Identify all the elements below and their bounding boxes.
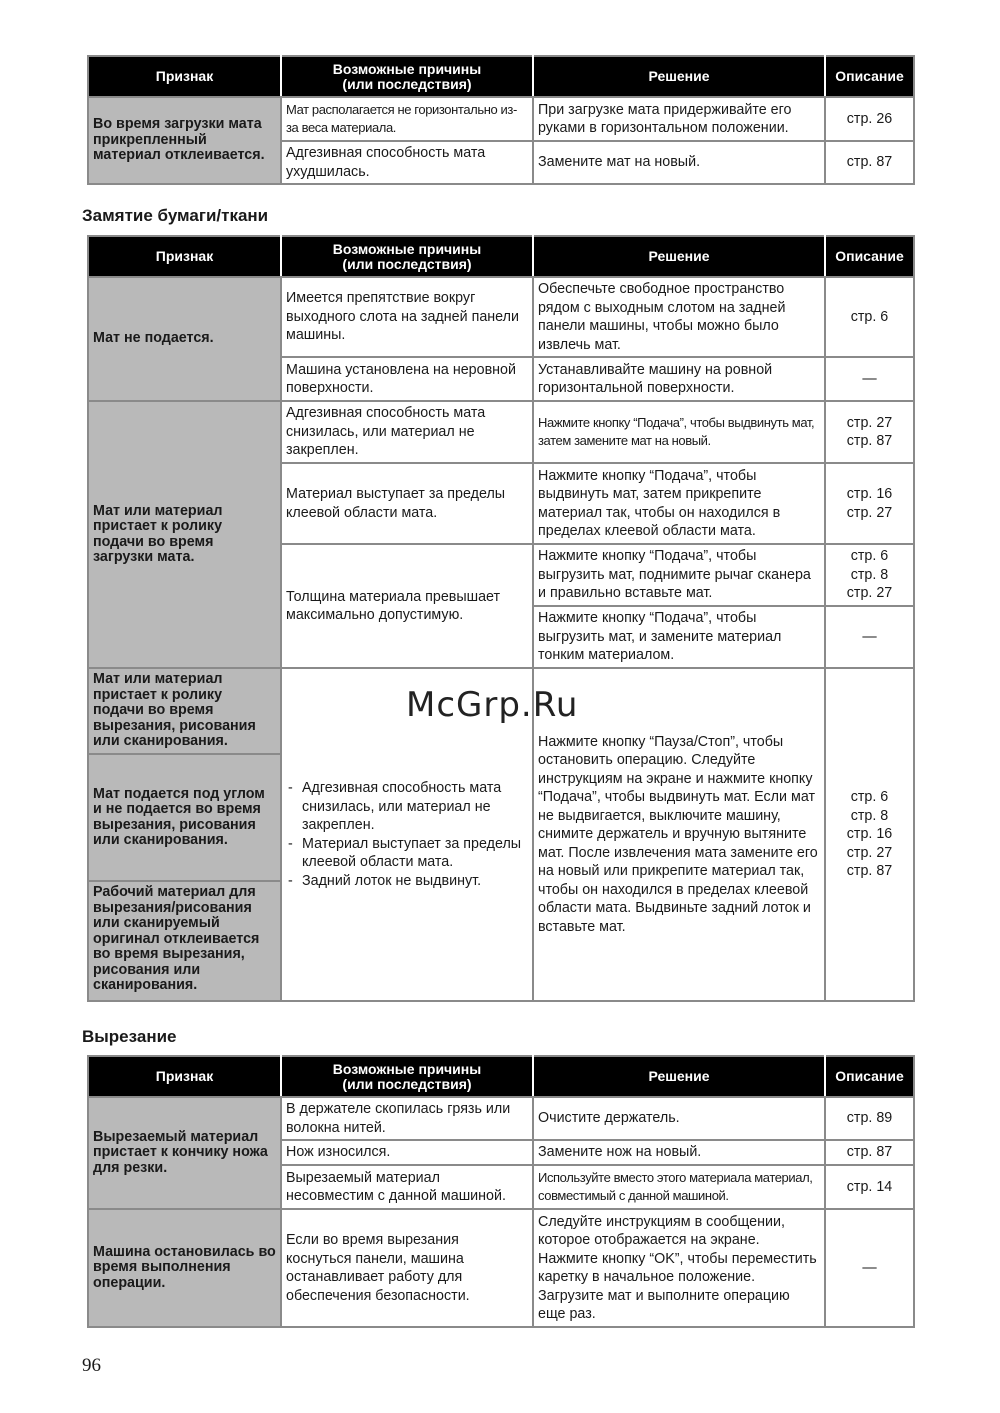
reference-cell: стр. 6 стр. 8 стр. 27 — [825, 544, 914, 606]
solution-cell: Замените нож на новый. — [533, 1140, 825, 1165]
cause-list — [286, 779, 528, 890]
solution-cell: Следуйте инструкциям в сообщении, которое отображается на экране. Нажмите кнопку “OK”, чтобы переместить каретку в начальное положение. Загрузите мат и выполните операцию еще раз. — [533, 1209, 825, 1327]
reference-cell: стр. 27 стр. 87 — [825, 401, 914, 463]
cause-cell: Нож износился. — [281, 1140, 533, 1165]
solution-cell: Нажмите кнопку “Подача”, чтобы выгрузить мат, поднимите рычаг сканера и правильно вставьте мат. — [533, 544, 825, 606]
solution-cell: Используйте вместо этого материала материал, совместимый с данной машиной. — [533, 1165, 825, 1209]
table-row — [88, 97, 914, 141]
solution-cell: Нажмите кнопку “Подача”, чтобы выгрузить мат, и замените материал тонким материалом. — [533, 606, 825, 668]
reference-cell: — — [825, 357, 914, 401]
table-header-row — [88, 56, 914, 97]
symptom-cell: Машина остановилась во время выполнения операции. — [88, 1209, 281, 1327]
header-solution: Решение — [533, 236, 825, 277]
solution-cell: Нажмите кнопку “Подача”, чтобы выдвинуть мат, затем замените мат на новый. — [533, 401, 825, 463]
symptom-cell: Мат подается под углом и не подается во время вырезания, рисования или сканирования. — [88, 754, 281, 881]
header-symptom: Признак — [88, 56, 281, 97]
reference-cell: стр. 26 — [825, 97, 914, 141]
cause-cell: Адгезивная способность мата снизилась, или материал не закреплен. — [281, 401, 533, 463]
reference-cell: стр. 87 — [825, 141, 914, 184]
reference-cell: стр. 6 стр. 8 стр. 16 стр. 27 стр. 87 — [825, 668, 914, 1001]
page-number: 96 — [82, 1355, 101, 1376]
list-item: - Задний лоток не выдвинут. — [286, 872, 528, 891]
symptom-cell: Мат или материал пристает к ролику подачи во время загрузки мата. — [88, 401, 281, 668]
list-item: - Материал выступает за пределы клеевой области мата. — [286, 835, 528, 872]
solution-cell: Очистите держатель. — [533, 1097, 825, 1140]
solution-cell: Нажмите кнопку “Пауза/Стоп”, чтобы остановить операцию. Следуйте инструкциям на экране и нажмите кнопку “Подача”, чтобы выдвинуть мат. Если мат не выдвигается, выключите машину, снимите держатель и вручную вытяните мат. После извлечения мата замените его на новый или прикрепите материал так, чтобы он находился в пределах клеевой области мата. Выдвиньте задний лоток и вставьте мат. — [533, 668, 825, 1001]
reference-cell: стр. 14 — [825, 1165, 914, 1209]
cause-cell: Если во время вырезания коснуться панели, машина останавливает работу для обеспечения безопасности. — [281, 1209, 533, 1327]
symptom-cell: Мат не подается. — [88, 277, 281, 401]
header-causes: Возможные причины (или последствия) — [281, 236, 533, 277]
table-paper-jam — [87, 235, 915, 1002]
table-cutting — [87, 1055, 915, 1328]
solution-cell: Устанавливайте машину на ровной горизонтальной поверхности. — [533, 357, 825, 401]
table-row — [88, 1209, 914, 1327]
symptom-cell: Во время загрузки мата прикрепленный материал отклеивается. — [88, 97, 281, 184]
table-header-row — [88, 1056, 914, 1097]
section-title-jam: Замятие бумаги/ткани — [82, 206, 269, 225]
cause-cell: Вырезаемый материал несовместим с данной машиной. — [281, 1165, 533, 1209]
header-symptom: Признак — [88, 1056, 281, 1097]
reference-cell: — — [825, 1209, 914, 1327]
cause-cell: Имеется препятствие вокруг выходного слота на задней панели машины. — [281, 277, 533, 357]
table-row — [88, 1097, 914, 1140]
reference-cell: стр. 89 — [825, 1097, 914, 1140]
header-causes: Возможные причины (или последствия) — [281, 1056, 533, 1097]
header-reference: Описание — [825, 56, 914, 97]
table-row — [88, 277, 914, 357]
cause-cell: Адгезивная способность мата ухудшилась. — [281, 141, 533, 184]
table-mat-loading — [87, 55, 915, 185]
symptom-cell: Вырезаемый материал пристает к кончику ножа для резки. — [88, 1097, 281, 1209]
cause-cell: Материал выступает за пределы клеевой области мата. — [281, 463, 533, 544]
header-symptom: Признак — [88, 236, 281, 277]
list-item: - Адгезивная способность мата снизилась, или материал не закреплен. — [286, 779, 528, 835]
header-causes: Возможные причины (или последствия) — [281, 56, 533, 97]
cause-cell: Машина установлена на неровной поверхности. — [281, 357, 533, 401]
table-header-row — [88, 236, 914, 277]
header-reference: Описание — [825, 236, 914, 277]
header-solution: Решение — [533, 56, 825, 97]
solution-cell: Нажмите кнопку “Подача”, чтобы выдвинуть мат, затем прикрепите материал так, чтобы он находился в пределах клеевой области мата. — [533, 463, 825, 544]
cause-cell: Толщина материала превышает максимально допустимую. — [281, 544, 533, 668]
symptom-cell: Рабочий материал для вырезания/рисования или сканируемый оригинал отклеивается во время вырезания, рисования или сканирования. — [88, 881, 281, 1001]
header-solution: Решение — [533, 1056, 825, 1097]
table-row — [88, 401, 914, 463]
reference-cell: стр. 87 — [825, 1140, 914, 1165]
header-reference: Описание — [825, 1056, 914, 1097]
reference-cell: стр. 16 стр. 27 — [825, 463, 914, 544]
cause-cell: В держателе скопилась грязь или волокна нитей. — [281, 1097, 533, 1140]
solution-cell: Обеспечьте свободное пространство рядом с выходным слотом на задней панели машины, чтобы можно было извлечь мат. — [533, 277, 825, 357]
cause-cell: Мат располагается не горизонтально из-за веса материала. — [281, 97, 533, 141]
solution-cell: Замените мат на новый. — [533, 141, 825, 184]
symptom-cell: Мат или материал пристает к ролику подачи во время вырезания, рисования или сканирования. — [88, 668, 281, 754]
solution-cell: При загрузке мата придерживайте его руками в горизонтальном положении. — [533, 97, 825, 141]
reference-cell: — — [825, 606, 914, 668]
reference-cell: стр. 6 — [825, 277, 914, 357]
watermark-text: McGrp.Ru — [406, 685, 579, 725]
section-title-cutting: Вырезание — [82, 1027, 177, 1046]
